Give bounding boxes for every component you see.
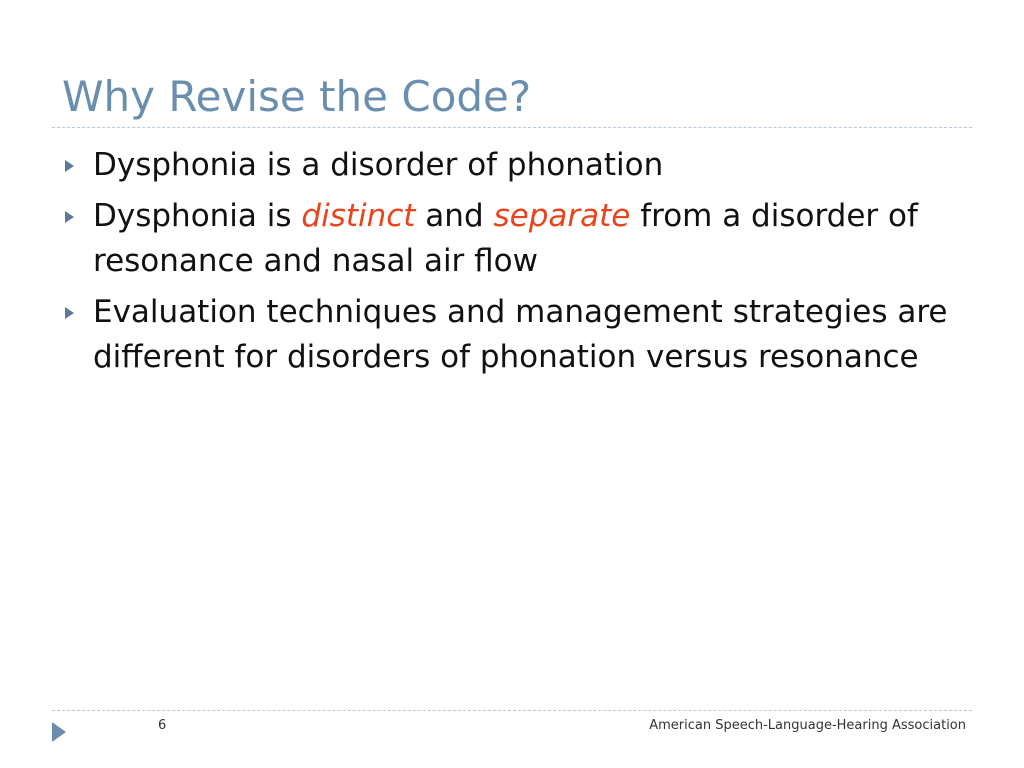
bullet-item <box>0 290 1024 380</box>
footer-organization: American Speech-Language-Hearing Association <box>649 718 966 733</box>
emphasis-distinct: distinct <box>301 198 416 234</box>
bullet-list <box>0 143 1024 386</box>
bullet-arrow-icon <box>65 307 74 319</box>
bullet-text: Dysphonia is a disorder of phonation <box>93 147 664 183</box>
footer-triangle-icon <box>52 722 66 742</box>
bullet-arrow-icon <box>65 160 74 172</box>
bullet-text: and <box>415 198 494 234</box>
bullet-item <box>0 143 1024 188</box>
bullet-text: Evaluation techniques and management strategies are different for disorders of phonation versus resonance <box>93 294 948 375</box>
page-number: 6 <box>158 718 167 733</box>
slide-title: Why Revise the Code? <box>62 72 532 121</box>
bullet-text: from a disorder of resonance and nasal air flow <box>93 198 918 279</box>
footer-divider <box>52 710 972 711</box>
emphasis-separate: separate <box>493 198 631 234</box>
bullet-item <box>0 194 1024 284</box>
bullet-text: Dysphonia is <box>93 198 302 234</box>
bullet-arrow-icon <box>65 211 74 223</box>
title-divider <box>52 127 972 128</box>
